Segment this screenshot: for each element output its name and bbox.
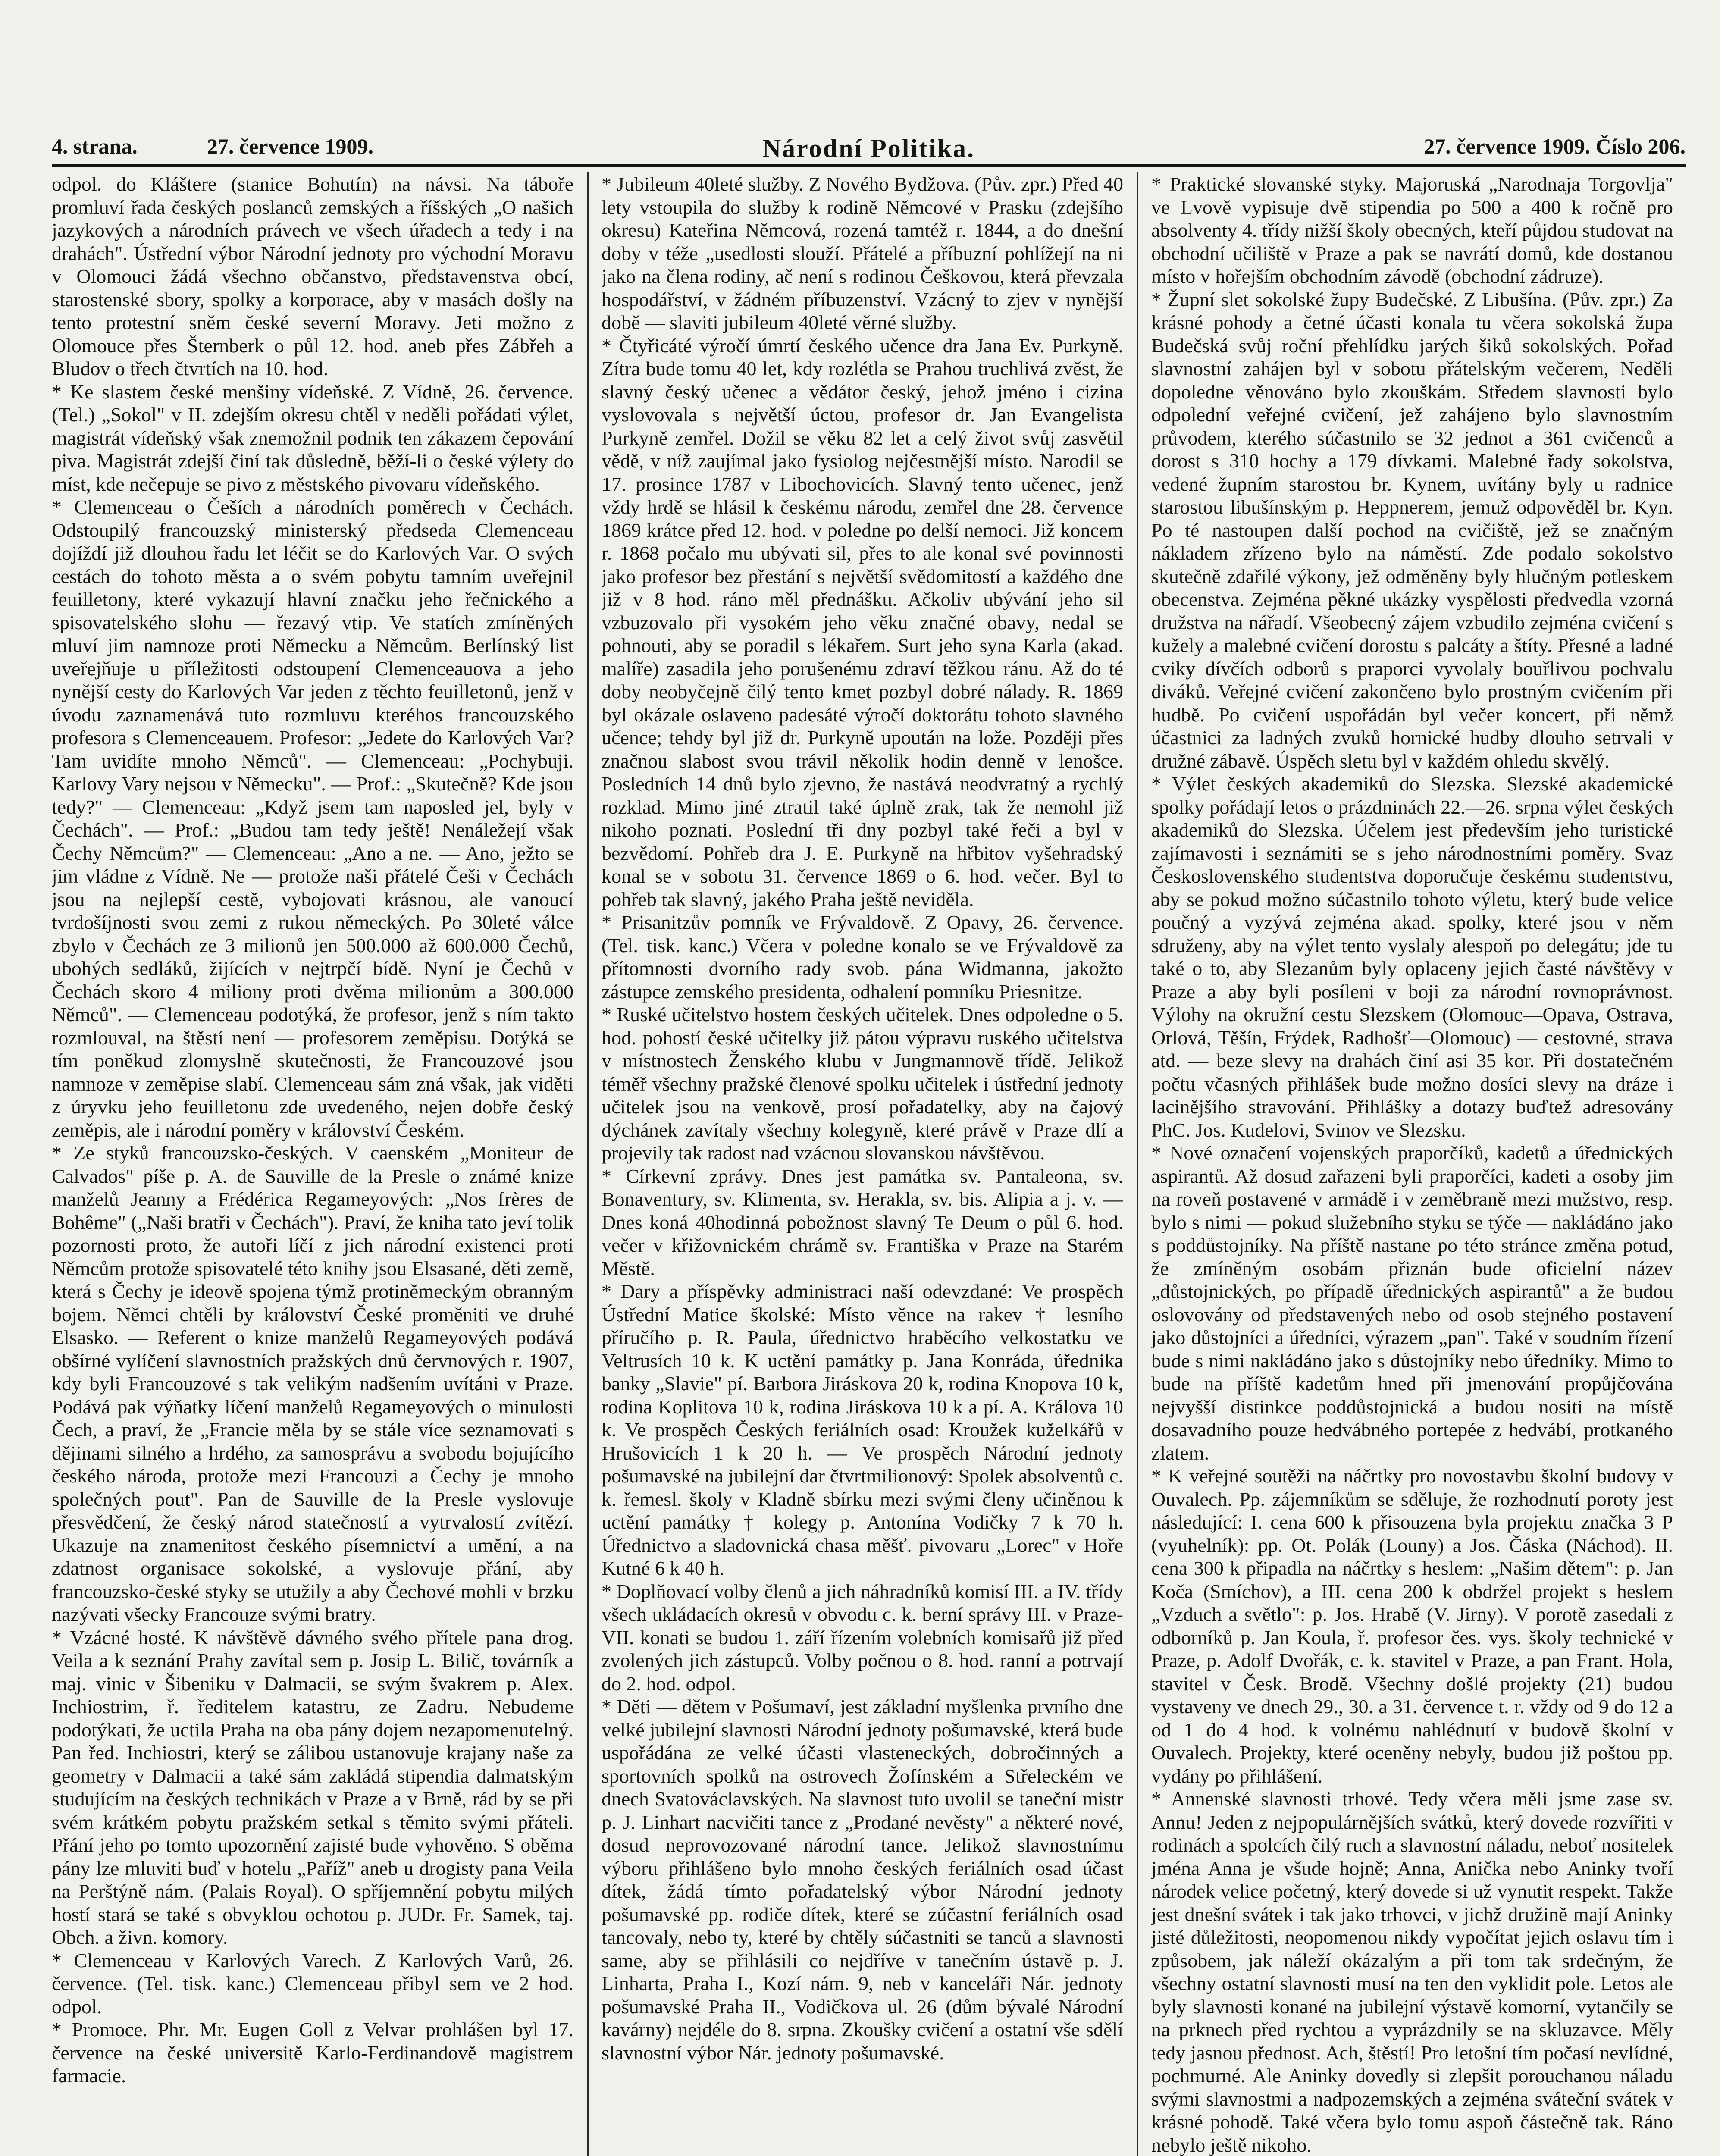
- article-paragraph: * Promoce. Phr. Mr. Eugen Goll z Velvar prohlášen byl 17. července na české universitě Karlo-Ferdinandově magistrem farmacie.: [52, 2018, 573, 2087]
- column-rule: [1137, 172, 1138, 2156]
- column-2: [602, 172, 1123, 2156]
- article-paragraph: * Clemenceau o Češích a národních poměrech v Čechách. Odstoupilý francouzský ministerský předseda Clemenceau dojíždí již dlouhou řadu let léčit se do Karlových Var. O svých cestách do tohoto města a o svém pobytu tamním uveřejnil feuilletony, které vykazují hlavní značku jeho řečnického a spisovatelského slohu — řezavý vtip. Ve statích zmíněných mluví jim namnoze proti Německu a Němcům. Berlínský list uveřejňuje u příležitosti odstoupení Clemenceauova a jeho nynější cesty do Karlových Var jeden z těchto feuilletonů, jenž v úvodu zaznamenává tuto rozmluvu kteréhos francouzského profesora s Clemenceauem. Profesor: „Jedete do Karlových Var? Tam uvidíte mnoho Němců". — Clemenceau: „Pochybuji. Karlovy Vary nejsou v Německu". — Prof.: „Skutečně? Kde jsou tedy?" — Clemenceau: „Když jsem tam naposled jel, byly v Čechách". — Prof.: „Budou tam tedy ještě! Nenáležejí však Čechy Němcům?" — Clemenceau: „Ano a ne. — Ano, ježto se jim vládne z Vídně. Ne — protože naši přátelé Češi v Čechách jsou na nejlepší cestě, vybojovati krásnou, ale vanoucí tvrdošíjnosti svou zemi z rukou německých. Po 30leté válce zbylo v Čechách ze 3 milionů jen 500.000 až 600.000 Čechů, ubohých sedláků, žijících v nejtrpčí bídě. Nyní je Čechů v Čechách skoro 4 miliony proti dvěma milionům a 300.000 Němců". — Clemenceau podotýká, že profesor, jenž s ním takto rozmlouval, na štěstí není — profesorem zeměpisu. Dotýká se tím poněkud zlomyslně skutečnosti, že Francouzové jsou namnoze v zeměpise slabí. Clemenceau sám zná však, jak viděti z úryvku jeho feuilletonu zde uvedeného, nejen dobře český zeměpis, ale i národní poměry v království Českém.: [52, 496, 573, 1141]
- column-1: [52, 172, 573, 2156]
- article-paragraph: * Ke slastem české menšiny vídeňské. Z Vídně, 26. července. (Tel.) „Sokol" v II. zdejším okresu chtěl v neděli pořádati výlet, magistrát vídeňský však znemožnil podnik ten zákazem čepování piva. Magistrát zdejší činí tak důsledně, běží-li o české výlety do míst, kde nečepuje se pivo z městského pivovaru vídeňského.: [52, 380, 573, 495]
- article-paragraph: * Praktické slovanské styky. Majoruská „Narodnaja Torgovlja" ve Lvově vypisuje dvě stipendia po 500 a 400 k ročně pro absolventy 4. třídy nižší školy obecných, kteří půjdou studovat na obchodní učiliště v Praze a pak se navrátí domů, kde dostanou místo v hořejším obchodním závodě (obchodní zádruze).: [1151, 173, 1673, 287]
- article-paragraph: * Výlet českých akademiků do Slezska. Slezské akademické spolky pořádají letos o prázdninách 22.—26. srpna výlet českých akademiků do Slezska. Účelem jest především jeho turistické zajímavosti i seznámiti se s jeho národnostními poměry. Svaz Československého studentstva doporučuje českému studentstvu, aby se pokud možno súčastnilo tohoto výletu, který bude velice poučný a vyzývá zejména akad. spolky, které jsou v něm sdruženy, aby na výlet tento vyslaly alespoň po delegátu; jde tu také o to, aby Slezanům byly oplaceny jejich časté návštěvy v Praze a aby byli posíleni v boji za národní rovnoprávnost. Výlohy na okružní cestu Slezskem (Olomouc—Opava, Ostrava, Orlová, Těšín, Frýdek, Radhošť—Olomouc) — cestovné, strava atd. — beze slevy na drahách činí asi 35 kor. Při dostatečném počtu včasných přihlášek bude možno dosíci slevy na dráze i lacinějšího stravování. Přihlášky a dotazy buďtež adresovány PhC. Jos. Kudelovi, Svinov ve Slezsku.: [1151, 773, 1673, 1141]
- article-paragraph: * Annenské slavnosti trhové. Tedy včera měli jsme zase sv. Annu! Jeden z nejpopulárnějších svátků, který dovede rozvířiti v rodinách a spolcích čilý ruch a slavnostní náladu, neboť nositelek jména Anna je všude hojně; Anna, Anička nebo Aninky tvoří národek velice početný, který dovede si už vynutit respekt. Takže jest dnešní svátek i tak jako trhovci, v jichž družině mají Aninky jisté důležitosti, neopomenou nikdy vypočítat jejich oslavu tím i způsobem, jak náleží okázalým a při tom tak srdečným, že všechny ostatní slavnosti musí na ten den vyklidit pole. Letos ale byly slavnosti konané na jubilejní výstavě komorní, vytančily se na prknech před rychtou a vyprázdnily se na skluzavce. Měly tedy jasnou přednost. Ach, štěstí! Pro letošní tím počasí nevlídné, pochmurné. Ale Aninky dovedly si zlepšit porouchanou náladu svými slavnostmi a nadpozemských a zejména sváteční svátek v krásné pohodě. Také včera bylo tomu aspoň částečně tak. Ráno nebylo ještě nikoho.: [1151, 1788, 1673, 2156]
- column-3: [1151, 172, 1673, 2156]
- article-paragraph: odpol. do Kláštere (stanice Bohutín) na návsi. Na táboře promluví řada českých poslanců zemských a říšských „O našich jazykových a národních právech ve všech úřadech a tedy i na drahách". Ústřední výbor Národní jednoty pro východní Moravu v Olomouci žádá všechno občanstvo, představenstva obcí, starostenské sbory, spolky a korporace, aby v masách došly na tento protestní sněm české severní Moravy. Jeti možno z Olomouce přes Šternberk o půl 12. hod. aneb přes Zábřeh a Bludov o třech čtvrtích na 10. hod.: [52, 173, 573, 379]
- article-paragraph: * Čtyřicáté výročí úmrtí českého učence dra Jana Ev. Purkyně. Zítra bude tomu 40 let, kdy rozlétla se Prahou truchlivá zvěst, že slavný český učenec a vědátor český, jehož jméno i cizina vyslovovala s největší úctou, profesor dr. Jan Evangelista Purkyně zemřel. Dožil se věku 82 let a celý život svůj zasvětil vědě, v níž zaujímal jako fysiolog nejčestnější místo. Narodil se 17. prosince 1787 v Libochovicích. Slavný tento učenec, jenž vždy hrdě se hlásil k českému národu, zemřel dne 28. července 1869 krátce před 12. hod. v poledne po delší nemoci. Již koncem r. 1868 počalo mu ubývati sil, přes to ale konal své povinnosti jako profesor bez přestání s největší svědomitostí a každého dne již v 8 hod. ráno měl přednášku. Ačkoliv ubývání jeho sil vzbuzovalo při vysokém jeho věku značné obavy, nedal se pohnouti, aby se poradil s lékařem. Surt jeho syna Karla (akad. malíře) zasadila jeho porušenému zdraví těžkou ránu. Až do té doby neobyčejně čilý tento kmet pozbyl dobré nálady. R. 1869 byl okázale oslaveno padesáté výročí doktorátu tohoto slavného učence; tehdy byl již dr. Purkyně upoután na lože. Později přes značnou slabost svou trávil několik hodin denně v lenošce. Posledních 14 dnů bylo zjevno, že nastává neodvratný a rychlý rozklad. Mimo jiné ztratil také úplně zrak, tak že nemohl již nikoho poznati. Poslední tři dny pozbyl také řeči a byl v bezvědomí. Pohřeb dra J. E. Purkyně na hřbitov vyšehradský konal se v sobotu 31. července 1869 o 6. hod. večer. Byl to pohřeb tak slavný, jakého Praha ještě neviděla.: [602, 334, 1123, 910]
- header-date-issue: 27. července 1909. Číslo 206.: [1424, 134, 1686, 158]
- page-number: 4. strana.: [52, 134, 138, 158]
- article-paragraph: * Nové označení vojenských praporčíků, kadetů a úřednických aspirantů. Až dosud zařazeni byli praporčíci, kadeti a osoby jim na roveň postavené v armádě i v zeměbraně mezi mužstvo, resp. bylo s nimi — pokud služebního styku se týče — nakládáno jako s poddůstojníky. Na příště nastane po této stránce změna potud, že zmíněným osobám přiznán bude oficielní název „důstojnických, po případě úřednických aspirantů" a že budou oslovovány od představených nebo od osob stejného postavení jako důstojníci a úředníci, výrazem „pan". Také v soudním řízení bude s nimi nakládáno jako s důstojníky nebo úředníky. Mimo to bude na příště kadetům hned při jmenování propůjčována nejvyšší distinkce poddůstojnická a budou nositi na místě dosavadního pouze hedvábného portepée z hedvábí, protkaného zlatem.: [1151, 1142, 1673, 1464]
- article-paragraph: * Ruské učitelstvo hostem českých učitelek. Dnes odpoledne o 5. hod. pohostí české učitelky již pátou výpravu ruského učitelstva v místnostech Ženského klubu v Jungmannově třídě. Jelikož téměř všechny pražské členové spolku učitelek i ústřední jednoty učitelek jsou na venkově, prosí pořadatelky, aby na čajový dýchánek zavítaly všechny kolegyně, které právě v Praze dlí a projevily tak radost nad vzácnou slovanskou návštěvou.: [602, 1003, 1123, 1164]
- article-paragraph: * K veřejné soutěži na náčrtky pro novostavbu školní budovy v Ouvalech. Pp. zájemníkům se sděluje, že rozhodnutí poroty jest následující: I. cena 600 k přisouzena byla projektu značka 3 P (vyuhelník): pp. Ot. Polák (Louny) a Jos. Čáska (Náchod). II. cena 300 k připadla na náčrtky s heslem: „Našim dětem": p. Jan Koča (Smíchov), a III. cena 200 k obdržel projekt s heslem „Vzduch a světlo": p. Jos. Hrabě (V. Jirny). V porotě zasedali z odborníků p. Jan Koula, ř. profesor čes. vys. školy technické v Praze, p. Adolf Dvořák, c. k. stavitel v Praze, a pan Frant. Hola, stavitel v Česk. Brodě. Všechny došlé projekty (21) budou vystaveny ve dnech 29., 30. a 31. července t. r. vždy od 9 do 12 a od 1 do 4 hod. k volnému nahlédnutí v budově školní v Ouvalech. Projekty, které oceněny nebyly, budou již poštou pp. vydány po přihlášení.: [1151, 1465, 1673, 1787]
- article-paragraph: * Církevní zprávy. Dnes jest památka sv. Pantaleona, sv. Bonaventury, sv. Klimenta, sv. Herakla, sv. bis. Alipia a j. v. — Dnes koná 40hodinná pobožnost slavný Te Deum o půl 6. hod. večer v křižovnickém chrámě sv. Františka v Praze na Starém Městě.: [602, 1165, 1123, 1279]
- article-paragraph: * Jubileum 40leté služby. Z Nového Bydžova. (Pův. zpr.) Před 40 lety vstoupila do služby k rodině Němcové v Prasku (zdejšího okresu) Kateřina Němcová, rozená tamtéž r. 1844, a do dnešní doby v téže „usedlosti slouží. Přátelé a příbuzní pohlížejí na ni jako na člena rodiny, ač není s rodinou Češkovou, která převzala hospodářství, v žádném příbuzenství. Vzácný to zjev v nynější době — slaviti jubileum 40leté věrné služby.: [602, 173, 1123, 333]
- masthead-title: Národní Politika.: [762, 134, 975, 163]
- column-rule: [587, 172, 589, 2156]
- article-paragraph: * Župní slet sokolské župy Budečské. Z Libušína. (Pův. zpr.) Za krásné pohody a četné účasti konala tu včera sokolská župa Budečská svůj roční přehlídku jarých šiků sokolských. Pořad slavnostní zahájen byl v sobotu přátelským večerem, Neděli dopoledne věnováno bylo zkouškám. Středem slavnosti bylo odpolední veřejné cvičení, jež zahájeno bylo slavnostním průvodem, kterého súčastnilo se 32 jednot a 361 cvičenců a dorost s 310 hochy a 179 dívkami. Malebné řady sokolstva, vedené župním starostou br. Kynem, uvítány byly u radnice starostou libušínským p. Heppnerem, jemuž odpověděl br. Kyn. Po té nastoupen další pochod na cvičiště, jež se značným nákladem zřízeno bylo na náměstí. Zde podalo sokolstvo skutečně zdařilé výkony, jež odměněny byly hlučným potleskem obecenstva. Zejména pěkné ukázky vyspělosti předvedla vzorná družstva na nářadí. Všeobecný zájem vzbudilo zejména cvičení s kužely a malebné cvičení dorostu s palcáty a štíty. Přesné a ladné cviky dívčích odborů s praporci vyvolaly bouřlivou pochvalu diváků. Veřejné cvičení zakončeno bylo prostným cvičením při hudbě. Po cvičení uspořádán byl večer koncert, při němž účastnici za ladných zvuků hornické hudby dlouho setrvali v družné zábavě. Úspěch sletu byl v každém ohledu skvělý.: [1151, 288, 1673, 772]
- article-paragraph: * Děti — dětem v Pošumaví, jest základní myšlenka prvního dne velké jubilejní slavnosti Národní jednoty pošumavské, která bude uspořádána ze velké účasti vlasteneckých, dobročinných a sportovních spolků na ostrovech Žofínském a Střeleckém ve dnech Svatováclavských. Na slavnost tuto uvolil se taneční mistr p. J. Linhart nacvičiti tance z „Prodané nevěsty" a některé nové, dosud neprovozované národní tance. Jelikož slavnostnímu výboru přihlášeno bylo mnoho českých feriálních osad účast dítek, žádá tímto pořadatelský výbor Národní jednoty pošumavské pp. rodiče dítek, které se zúčastní feriálních osad tancovaly, nebo ty, které by chtěly súčastniti se tanců a slavnosti same, aby se přihlásili co nejdříve v tanečním ústavě p. J. Linharta, Praha I., Kozí nám. 9, neb v kanceláři Nár. jednoty pošumavské Praha II., Vodičkova ul. 26 (dům bývalé Národní kavárny) nejdéle do 8. srpna. Zkoušky cvičení a ostatní vše sdělí slavnostní výbor Nár. jednoty pošumavské.: [602, 1695, 1123, 2064]
- article-paragraph: * Dary a příspěvky administraci naší odevzdané: Ve prospěch Ústřední Matice školské: Místo věnce na rakev † lesního příručího p. R. Paula, úřednictvo hraběcího velkostatku ve Veltrusích 10 k. K uctění památky p. Jana Konráda, úřednika banky „Slavie" pí. Barbora Jiráskova 20 k, rodina Knopova 10 k, rodina Koplitova 10 k, rodina Jiráskova 10 k a pí. A. Králova 10 k. Ve prospěch Českých feriálních osad: Kroužek kuželkářů v Hrušovicích 1 k 20 h. — Ve prospěch Národní jednoty pošumavské na jubilejní dar čtvrtmilionový: Spolek absolventů c. k. řemesl. školy v Kladně sbírku mezi svými členy učiněnou k uctění památky † kolegy p. Antonína Vodičky 7 k 70 h. Úřednictvo a sladovnická chasa měšť. pivovaru „Lorec" v Hoře Kutné 6 k 40 h.: [602, 1280, 1123, 1579]
- article-paragraph: * Ze styků francouzsko-českých. V caenském „Moniteur de Calvados" píše p. A. de Sauville de la Presle o známé knize manželů Jeanny a Frédérica Regameyových: „Nos frères de Bohême" („Naši bratři v Čechách"). Praví, že kniha tato jeví tolik pozornosti proto, že autoři líčí z jich národní existenci proti Němcům protože spisovatelé této knihy jsou Elsasané, děti země, která s Čechy je ideově spojena týmž protiněmeckým obranným bojem. Němci chtěli by království České proměniti ve druhé Elsasko. — Referent o knize manželů Regameyových podává obšírné vylíčení slavnostních pražských dnů červnových r. 1907, kdy byli Francouzové s tak velikým nadšením uvítáni v Praze. Podává pak výňatky líčení manželů Regameyových o minulosti Čech, a praví, že „Francie měla by se stále více seznamovati s dějinami silného a hrdého, za samosprávu a svobodu bojujícího českého národa, protože mezi Francouzi a Čechy je mnoho společných pout". Pan de Sauville de la Presle vyslovuje přesvědčení, že český národ statečností a vytrvalostí zvítězí. Ukazuje na znamenitost českého písemnictví a umění, a na zdatnost organisace sokolské, a vyslovuje přání, aby francouzsko-české styky se utužily a aby Čechové mohli v brzku nazývati všecky Francouze svými bratry.: [52, 1142, 573, 1625]
- header-date-left: 27. července 1909.: [207, 134, 373, 158]
- article-paragraph: * Doplňovací volby členů a jich náhradníků komisí III. a IV. třídy všech ukládacích okresů v obvodu c. k. berní správy III. v Praze-VII. konati se budou 1. září řízením volebních komisařů již před zvolených jich zástupců. Volby počnou o 8. hod. ranní a potrvají do 2. hod. odpol.: [602, 1580, 1123, 1695]
- page-header: [52, 129, 1686, 167]
- article-paragraph: * Prisanitzův pomník ve Frývaldově. Z Opavy, 26. července. (Tel. tisk. kanc.) Včera v poledne konalo se ve Frývaldově za přítomnosti dvorního rady svob. pána Widmanna, jakožto zástupce zemského presidenta, odhalení pomníku Priesnitze.: [602, 911, 1123, 1003]
- article-paragraph: * Vzácné hosté. K návštěvě dávného svého přítele pana drog. Veila a k seznání Prahy zavítal sem p. Josip L. Bilič, továrník a maj. vinic v Šibeniku v Dalmacii, se svým švakrem p. Alex. Inchiostrim, ř. ředitelem katastru, ze Zadru. Nebudeme podotýkati, že uctila Praha na oba pány dojem nezapomenutelný. Pan řed. Inchiostri, který se zálibou ustanovuje krajany naše za geometry v Dalmacii a také sám zakládá stipendia dalmatským studujícím na českých technikách v Praze a v Brně, rád by se při svém krátkém pobytu pražském setkal s těmito svými přáteli. Přání jeho po tomto upozornění zajisté bude vyhověno. S oběma pány lze mluviti buď v hotelu „Paříž" aneb u drogisty pana Veila na Perštýně nám. (Palais Royal). O spříjemnění pobytu milých hostí stará se také s obvyklou ochotou p. JUDr. Fr. Samek, taj. Obch. a živn. komory.: [52, 1626, 573, 1948]
- article-paragraph: * Clemenceau v Karlových Varech. Z Karlových Varů, 26. července. (Tel. tisk. kanc.) Clemenceau přibyl sem ve 2 hod. odpol.: [52, 1949, 573, 2018]
